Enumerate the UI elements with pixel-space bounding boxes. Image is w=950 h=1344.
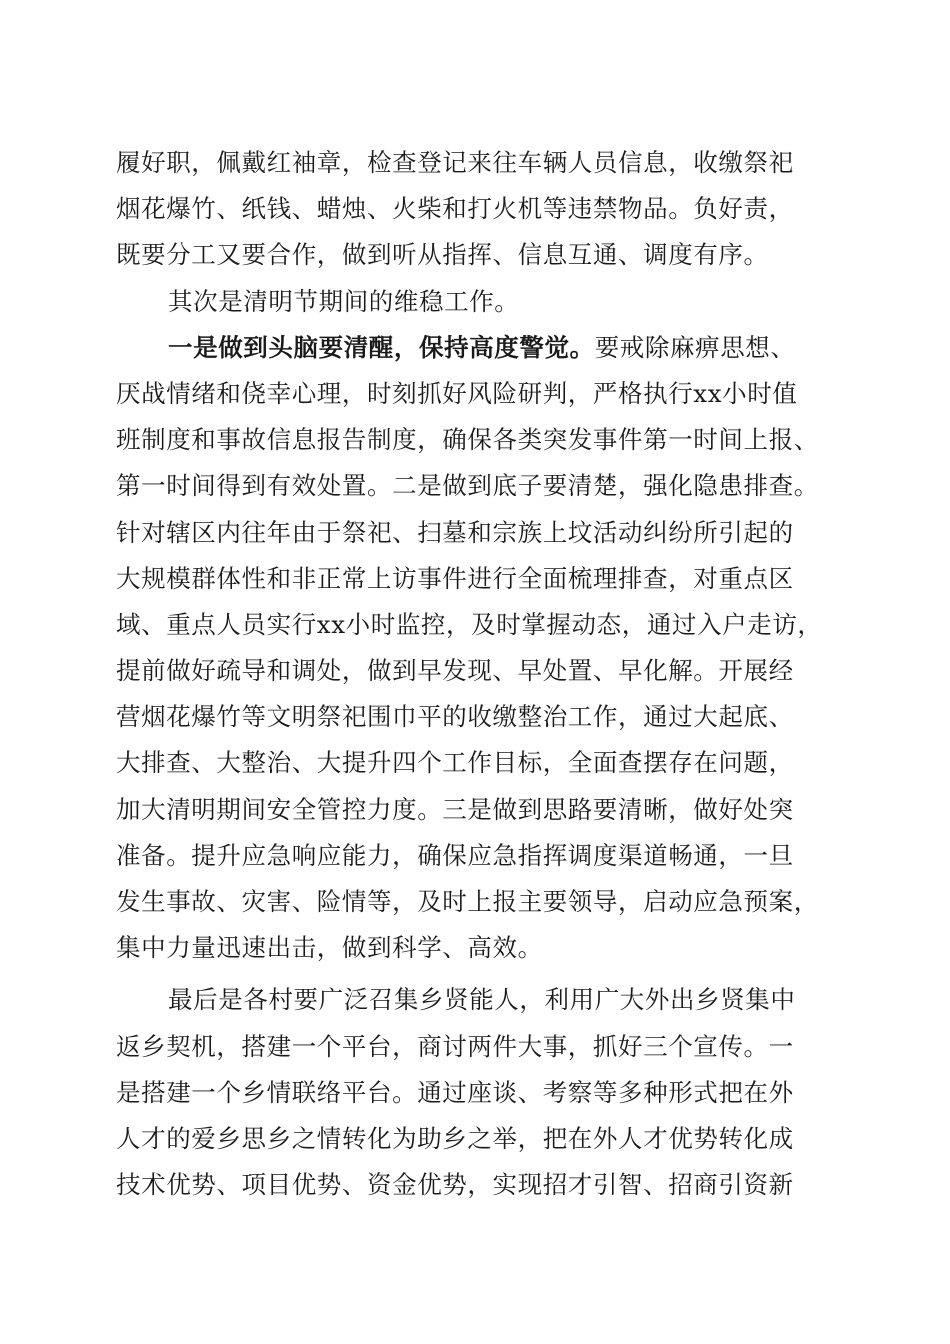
text-line: 其次是清明节期间的维稳工作。 xyxy=(168,286,520,316)
text-line: 班制度和事故信息报告制度，确保各类突发事件第一时间上报、 xyxy=(116,425,819,455)
text-line: 烟花爆竹、纸钱、蜡烛、火柴和打火机等违禁物品。负好责， xyxy=(116,194,794,224)
lead-rest: 要戒除麻痹思想、 xyxy=(594,332,796,362)
document-body xyxy=(116,140,836,1208)
text-line: 履好职，佩戴红袖章，检查登记来往车辆人员信息，收缴祭祀 xyxy=(116,148,794,177)
text-line: 针对辖区内往年由于祭祀、扫墓和宗族上坟活动纠纷所引起的 xyxy=(116,517,794,547)
text-line-lead xyxy=(116,325,836,371)
text-line: 第一时间得到有效处置。二是做到底子要清楚，强化隐患排查。 xyxy=(116,471,819,501)
paragraph-stability-heading xyxy=(116,279,836,325)
text-line: 人才的爱乡思乡之情转化为助乡之举，把在外人才优势转化成 xyxy=(116,1123,794,1153)
text-line: 既要分工又要合作，做到听从指挥、信息互通、调度有序。 xyxy=(116,240,769,270)
text-line: 域、重点人员实行xx小时监控，及时掌握动态，通过入户走访， xyxy=(116,609,823,639)
paragraph-village-talents xyxy=(116,977,836,1208)
paragraph-duty xyxy=(116,140,836,279)
text-line: 提前做好疏导和调处，做到早发现、早处置、早化解。开展经 xyxy=(116,656,794,686)
text-line: 最后是各村要广泛召集乡贤能人，利用广大外出乡贤集中 xyxy=(168,985,796,1015)
text-line: 是搭建一个乡情联络平台。通过座谈、考察等多种形式把在外 xyxy=(116,1077,794,1107)
paragraph-stability-measures xyxy=(116,325,836,972)
text-line: 大规模群体性和非正常上访事件进行全面梳理排查，对重点区 xyxy=(116,563,794,593)
text-line: 返乡契机，搭建一个平台，商讨两件大事，抓好三个宣传。一 xyxy=(116,1031,794,1061)
text-line: 集中力量迅速出击，做到科学、高效。 xyxy=(116,933,543,963)
text-line: 准备。提升应急响应能力，确保应急指挥调度渠道畅通，一旦 xyxy=(116,840,794,870)
bold-lead-phrase: 一是做到头脑要清醒，保持高度警觉。 xyxy=(168,332,595,362)
text-line: 技术优势、项目优势、资金优势，实现招才引智、招商引资新 xyxy=(116,1170,794,1200)
text-line: 大排查、大整治、大提升四个工作目标，全面查摆存在问题， xyxy=(116,748,794,778)
text-line: 发生事故、灾害、险情等，及时上报主要领导，启动应急预案， xyxy=(116,887,819,916)
text-line: 营烟花爆竹等文明祭祀围巾平的收缴整治工作，通过大起底、 xyxy=(116,702,794,732)
text-line: 厌战情绪和侥幸心理，时刻抓好风险研判，严格执行xx小时值 xyxy=(116,378,798,408)
text-line: 加大清明期间安全管控力度。三是做到思路要清晰，做好处突 xyxy=(116,794,794,824)
